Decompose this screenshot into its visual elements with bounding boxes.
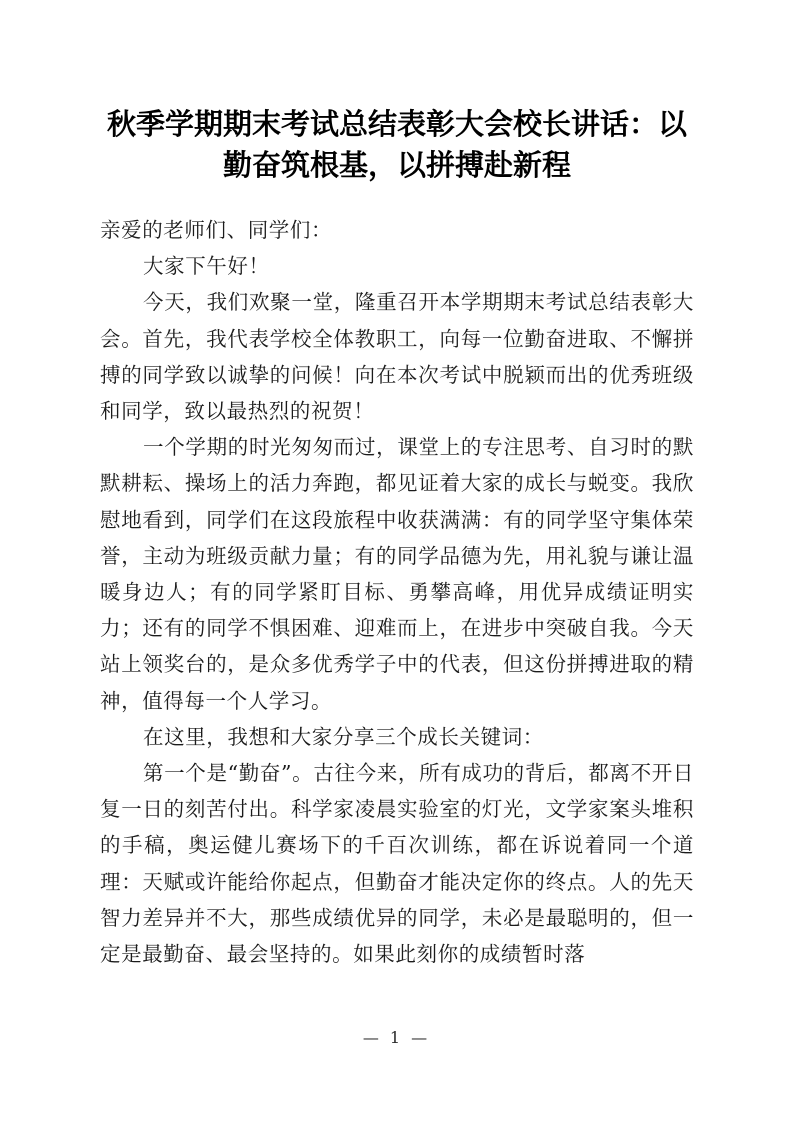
page-number-footer: — 1 —	[362, 1028, 431, 1047]
paragraph-salutation: 亲爱的老师们、同学们：	[100, 218, 333, 242]
paragraph-keyword-one-diligence: 第一个是“勤奋”。古往今来，所有成功的背后，都离不开日复一日的刻苦付出。科学家凌晨实验室的灯光，文学家案头堆积的手稿，奥运健儿赛场下的千百次训练，都在诉说着同一个道理：天赋或许能给你起点，但勤奋才能决定你的终点。人的先天智力差异并不大，那些成绩优异的同学，未必是最聪明的，但一定是最勤奋、最会坚持的。如果此刻你的成绩暂时落	[100, 761, 694, 967]
page-title: 秋季学期期末考试总结表彰大会校长讲话：以勤奋筑根基，以拼搏赴新程	[106, 107, 687, 182]
paragraph-greeting: 大家下午好！	[143, 254, 270, 279]
paragraph-semester-review: 一个学期的时光匆匆而过，课堂上的专注思考、自习时的默默耕耘、操场上的活力奔跑，都见证着大家的成长与蜕变。我欣慰地看到，同学们在这段旅程中收获满满：有的同学坚守集体荣誉，主动为班级贡献力量；有的同学品德为先，用礼貌与谦让温暖身边人；有的同学紧盯目标、勇攀高峰，用优异成绩证明实力；还有的同学不惧困难、迎难而上，在进步中突破自我。今天站上领奖台的，是众多优秀学子中的代表，但这份拼搏进取的精神，值得每一个人学习。	[100, 435, 694, 713]
paragraph-three-keywords-intro: 在这里，我想和大家分享三个成长关键词：	[143, 724, 544, 749]
paragraph-opening-congratulations: 今天，我们欢聚一堂，隆重召开本学期期末考试总结表彰大会。首先，我代表学校全体教职工，向每一位勤奋进取、不懈拼搏的同学致以诚挚的问候！向在本次考试中脱颖而出的优秀班级和同学，致以最热烈的祝贺！	[100, 290, 694, 424]
document-body	[100, 104, 694, 972]
